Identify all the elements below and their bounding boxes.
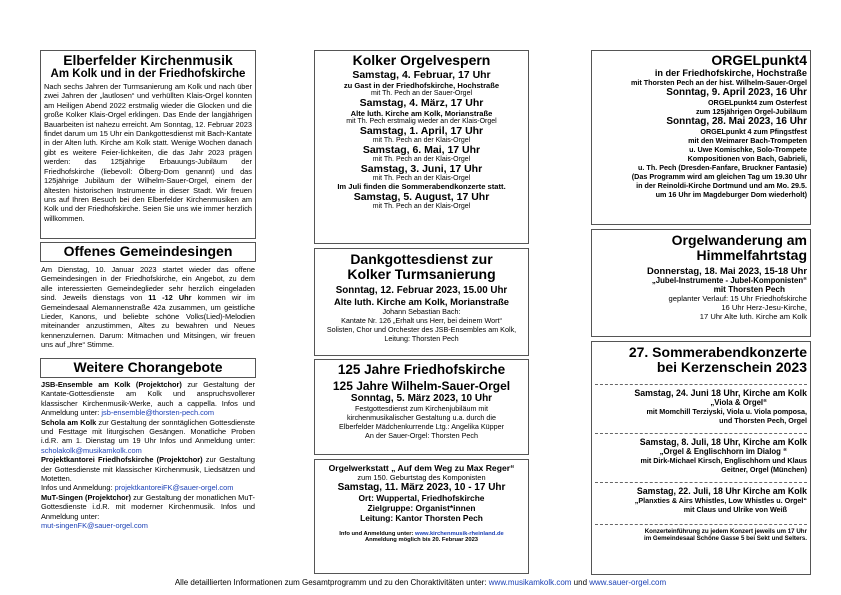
concert-3-date: Samstag, 22. Juli, 18 Uhr Kirche am Kolk: [636, 485, 807, 496]
orgelwanderung-plan-2: 16 Uhr Herz-Jesu-Kirche,: [721, 302, 807, 312]
sommerabend-footer: [595, 525, 807, 542]
dankgottesdienst-soloists: Solisten, Chor und Orchester des JSB-Ensembles am Kolk,: [326, 324, 517, 334]
jubilaeum-line-1: Festgottesdienst zum Kirchenjubiläum mit: [354, 404, 489, 414]
concert-1-title: „Viola & Orgel“: [710, 397, 767, 407]
orgelpunkt-date-2-line-7: in der Reinoldi-Kirche Dortmund und am Mo. 29.5.: [636, 181, 807, 191]
dankgottesdienst-cantata: Kantate Nr. 126 „Erhalt uns Herr, bei deinem Wort“: [341, 315, 502, 325]
concert-2-date: Samstag, 8. Juli, 18 Uhr, Kirche am Kolk: [639, 436, 807, 447]
orgelpunkt-date-2-line-8: um 16 Uhr im Magdeburger Dom wiederholt): [655, 190, 807, 200]
orgelpunkt-date-2-line-5: u. Th. Pech (Dresden-Fanfare, Bruckner Fantasie): [638, 163, 807, 173]
dankgottesdienst-composer: Johann Sebastian Bach:: [382, 306, 461, 316]
vesper-6-date: Samstag, 5. August, 17 Uhr: [353, 191, 490, 204]
jubilaeum-box: [314, 359, 529, 455]
vesper-3-organist: mit Th. Pech an der Klais-Orgel: [372, 137, 471, 145]
sommer-concert-3: [595, 483, 807, 514]
dankgottesdienst-title-2: Kolker Turmsanierung: [347, 266, 496, 283]
concert-1-line-1: mit Momchill Terziyski, Viola u. Viola pomposa,: [646, 406, 807, 416]
jubilaeum-line-4: An der Sauer-Orgel: Thorsten Pech: [365, 431, 478, 441]
orgelpunkt-date-1-line-1: ORGELpunkt4 zum Osterfest: [707, 98, 807, 108]
orgelpunkt-date-2-line-2: mit den Weimarer Bach-Trompeten: [688, 136, 807, 146]
orgelpunkt-date-1: Sonntag, 9. April 2023, 16 Uhr: [666, 87, 807, 99]
vesper-5-organist: mit Th. Pech an der Klais-Orgel: [372, 175, 471, 183]
orgelwerkstatt-group: Zielgruppe: Organist*innen: [367, 503, 476, 513]
sommerabend-title-2: bei Kerzenschein 2023: [656, 359, 807, 376]
orgelpunkt-date-2: Sonntag, 28. Mai 2023, 16 Uhr: [666, 116, 807, 128]
concert-3-line-1: mit Claus und Ulrike von Weiß: [683, 504, 787, 514]
dankgottesdienst-lead: Leitung: Thorsten Pech: [384, 333, 459, 343]
concert-1-date: Samstag, 24. Juni 18 Uhr, Kirche am Kolk: [634, 387, 807, 398]
vesper-2-date: Samstag, 4. März, 17 Uhr: [359, 97, 484, 110]
orgelpunkt-date-2-line-3: u. Uwe Komischke, Solo-Trompete: [689, 145, 807, 155]
concert-2-line-1: mit Dirk-Michael Kirsch, Englischhorn und Klaus: [640, 455, 807, 465]
vesper-1-date: Samstag, 4. Februar, 17 Uhr: [352, 69, 491, 82]
sommerabend-footer-2: im Gemeindesaal Schöne Gasse 5 bei Sekt und Selters.: [643, 534, 807, 542]
vesper-2-location: Alte luth. Kirche am Kolk, Morianstraße: [350, 109, 493, 119]
orgelwerkstatt-deadline: Anmeldung möglich bis 20. Februar 2023: [364, 537, 479, 543]
dankgottesdienst-title-1: Dankgottesdienst zur: [350, 251, 493, 267]
orgelwanderung-title-1: Orgelwanderung am: [671, 232, 807, 248]
vesper-2-organist: mit Th. Pech erstmalig wieder an der Klais-Orgel: [346, 118, 497, 126]
chor-jsb: JSB-Ensemble am Kolk (Projektchor) zur Gestaltung der Kantate-Gottesdienste am Kolk und anspruchsvollerer klassischer Kirchenmusik-Werke, auch a cappella. Infos und Anmeldung unter: jsb-ensemble@thorsten-pech.com: [41, 380, 255, 418]
page-footer: Alle detaillierten Informationen zum Gesamtprogramm und zu den Choraktivitäten unter: www.musikamkolk.com und www.sauer-orgel.com: [174, 578, 667, 587]
concert-2-line-2: Geitner, Orgel (München): [721, 464, 807, 474]
concert-3-title: „Planxties & Airs Whistles, Low Whistles u. Orgel“: [634, 495, 807, 505]
chor-schola: Schola am Kolk zur Gestaltung der sonntäglichen Gottesdienste und Festtage mit liturgischen Gesängen. Monatliche Proben i.d.R. am 1. Dienstag um 19 Uhr Infos und Anmeldung unter: scholakolk@musikamkolk.com: [41, 417, 255, 455]
dankgottesdienst-location: Alte luth. Kirche am Kolk, Morianstraße: [333, 295, 510, 307]
kirchenmusik-title: Elberfelder Kirchenmusik: [63, 52, 233, 68]
orgelwerkstatt-lead: Leitung: Kantor Thorsten Pech: [360, 513, 483, 523]
vesper-4-organist: mit Th. Pech an der Klais-Orgel: [372, 156, 471, 164]
orgelwerkstatt-title: Orgelwerkstatt „ Auf dem Weg zu Max Reger“: [328, 463, 515, 473]
kirchenmusik-box: [40, 50, 256, 239]
orgelpunkt-date-2-line-4: Kompositionen von Bach, Gabrieli,: [687, 154, 807, 164]
orgelpunkt-title: ORGELpunkt4: [711, 52, 807, 68]
kirchenmusik-subtitle: Am Kolk und in der Friedhofskirche: [50, 68, 246, 81]
chorangebote-text-block: [41, 380, 255, 531]
jubilaeum-title-1: 125 Jahre Friedhofskirche: [337, 362, 506, 377]
vesper-1-location: zu Gast in der Friedhofskirche, Hochstraße: [343, 81, 500, 91]
orgelpunkt-date-2-line-6: (Das Programm wird am gleichen Tag um 19.30 Uhr: [631, 172, 807, 182]
orgelwanderung-title-2: Himmelfahrtstag: [696, 247, 807, 264]
sommer-concert-2: [595, 434, 807, 474]
sommerabend-title-1: 27. Sommerabendkonzerte: [628, 344, 807, 360]
vesper-4-date: Samstag, 6. Mai, 17 Uhr: [362, 144, 481, 157]
gemeindesingen-text: Am Dienstag, 10. Januar 2023 startet wieder das offene Gemeindesingen in der Friedhofskirche, ein Angebot, zu dem alle interessierten Gemeindeglieder sehr herzlich eingeladen sind. Jeweils dienstags von 11 -12 Uhr kommen wir im Gemeindesaal Alemannenstraße 42a zusammen, um geistliche Lieder, Kanons, und beliebte schöne Volks(Lied)-Melodien miteinander anzustimmen, Altes zu bewahren und Neues kennenzulernen. Darum: Mitmachen und Mitsingen, wir freuen uns auf „Ihre“ Stimme.: [41, 265, 255, 350]
orgelpunkt-box: [591, 50, 811, 225]
kirchenmusik-rheinland-link[interactable]: www.kirchenmusik-rheinland.de: [415, 531, 504, 537]
orgelwanderung-with: mit Thorsten Pech: [713, 284, 785, 294]
jubilaeum-title-2: 125 Jahre Wilhelm-Sauer-Orgel: [332, 378, 511, 393]
vesper-july-note: Im Juli finden die Sommerabendkonzerte statt.: [337, 182, 506, 192]
orgelwanderung-plan-1: geplanter Verlauf: 15 Uhr Friedhofskirche: [668, 293, 807, 303]
chor-mut: MuT-Singen (Projektchor) zur Gestaltung der monatlichen MuT-Gottesdienste i.d.R. mit moderner Kirchenmusik. Infos und Anmeldung unter: mut-singenFK@sauer-orgel.com: [41, 492, 255, 531]
chor-projektkantorei: Projektkantorei Friedhofskirche (Projektchor) zur Gestaltung der Gottesdienste mit klassischer Kirchenmusik, Liedsätzen und Motetten. Infos und Anmeldung: projektkantoreiFK@sauer-orgel.com: [41, 455, 255, 493]
orgelpunkt-date-2-line-1: ORGELpunkt 4 zum Pfingstfest: [700, 127, 807, 137]
gemeindesingen-text-block: [41, 265, 255, 350]
vesper-3-date: Samstag, 1. April, 17 Uhr: [359, 125, 484, 138]
gemeindesingen-time: 11 -12 Uhr: [148, 293, 192, 303]
concert-1-line-2: und Thorsten Pech, Orgel: [719, 415, 807, 425]
gemeindesingen-title-box: [40, 242, 256, 262]
pk-mail-link[interactable]: projektkantoreiFK@sauer-orgel.com: [114, 483, 234, 493]
sommerabend-footer-1: Konzerteinführung zu jedem Konzert jeweils um 17 Uhr: [644, 527, 807, 535]
jubilaeum-line-2: kirchenmusikalischer Gestaltung u.a. durch die: [346, 413, 496, 423]
dankgottesdienst-date: Sonntag, 12. Februar 2023, 15.00 Uhr: [335, 284, 508, 296]
chorangebote-title: Weitere Chorangebote: [73, 359, 223, 375]
sauer-orgel-link[interactable]: www.sauer-orgel.com: [589, 578, 667, 587]
orgelwanderung-sub: „Jubel-Instrumente - Jubel-Komponisten“: [651, 275, 807, 285]
vesper-5-date: Samstag, 3. Juni, 17 Uhr: [360, 163, 483, 176]
orgelwerkstatt-info: Info und Anmeldung unter: www.kirchenmusik-rheinland.de: [339, 531, 504, 537]
vesper-6-organist: mit Th. Pech an der Klais-Orgel: [372, 203, 471, 211]
orgelvespern-box: [314, 50, 529, 244]
musikamkolk-link[interactable]: www.musikamkolk.com: [488, 578, 572, 587]
orgelwerkstatt-location: Ort: Wuppertal, Friedhofskirche: [358, 493, 485, 503]
orgelpunkt-date-1-line-2: zum 125jährigen Orgel-Jubiläum: [695, 107, 807, 117]
chorangebote-title-box: [40, 358, 256, 378]
orgelwerkstatt-box: [314, 459, 529, 574]
concert-2-title: „Orgel & Englischhorn im Dialog “: [659, 446, 787, 456]
vesper-1-organist: mit Th. Pech an der Sauer-Orgel: [370, 90, 473, 98]
orgelpunkt-sub-1: in der Friedhofskirche, Hochstraße: [654, 68, 807, 79]
orgelpunkt-sub-2: mit Thorsten Pech an der hist. Wilhelm-Sauer-Orgel: [630, 78, 807, 88]
dankgottesdienst-box: [314, 248, 529, 356]
gemeindesingen-title: Offenes Gemeindesingen: [63, 243, 233, 259]
mut-mail-link[interactable]: mut-singenFK@sauer-orgel.com: [41, 521, 148, 531]
orgelwerkstatt-sub: zum 150. Geburtstag des Komponisten: [357, 473, 486, 482]
kirchenmusik-text: Nach sechs Jahren der Turmsanierung am Kolk und nach über zwei Jahren der „lautlosen“ und verhüllten Klais-Orgel konnten am Heiligen Abend 2022 erstmalig wieder die Glocken und die große Kolker Klais-Orgel erklingen. Das Ende der langjährigen Bauarbeiten ist nahezu erreicht. Am Sonntag, 12. Februar 2023 findet darum um 15 Uhr ein Dankgottesdienst mit Bach-Kantate in der Alten luth. Kirche am Kolk statt. Wenige Wochen danach gibt es weitere Feier-lichkeiten, die das Jahr 2023 prägen werden: das 125jährige Erbauungs-Jubiläum der Friedhofskirche (liebevoll: Ölberg-Dom genannt) und das 125jährige Jubiläum der Wilhelm-Sauer-Orgel, einem der ältesten historischen Instrumente in dieser Stadt. Wir freuen uns auf Ihren Besuch bei den Elberfelder Kirchenmusiken am Kolk und der Friedhofskirche. Seien Sie uns wie immer herzlich willkommen.: [44, 82, 252, 223]
orgelwerkstatt-date: Samstag, 11. März 2023, 10 - 17 Uhr: [337, 482, 506, 493]
sommerabend-box: [591, 341, 811, 575]
orgelwanderung-box: [591, 229, 811, 337]
jsb-mail-link[interactable]: jsb-ensemble@thorsten-pech.com: [101, 408, 215, 418]
orgelwanderung-plan-3: 17 Uhr Alte luth. Kirche am Kolk: [699, 311, 807, 321]
orgelwanderung-date: Donnerstag, 18. Mai 2023, 15-18 Uhr: [647, 264, 807, 276]
sommer-concert-1: [595, 385, 807, 425]
schola-mail-link[interactable]: scholakolk@musikamkolk.com: [41, 445, 142, 455]
jubilaeum-date: Sonntag, 5. März 2023, 10 Uhr: [350, 393, 493, 405]
jubilaeum-line-3: Elberfelder Mädchenkurrende Ltg.: Angelika Küpper: [338, 422, 505, 432]
orgelvespern-title: Kolker Orgelvespern: [352, 52, 491, 68]
